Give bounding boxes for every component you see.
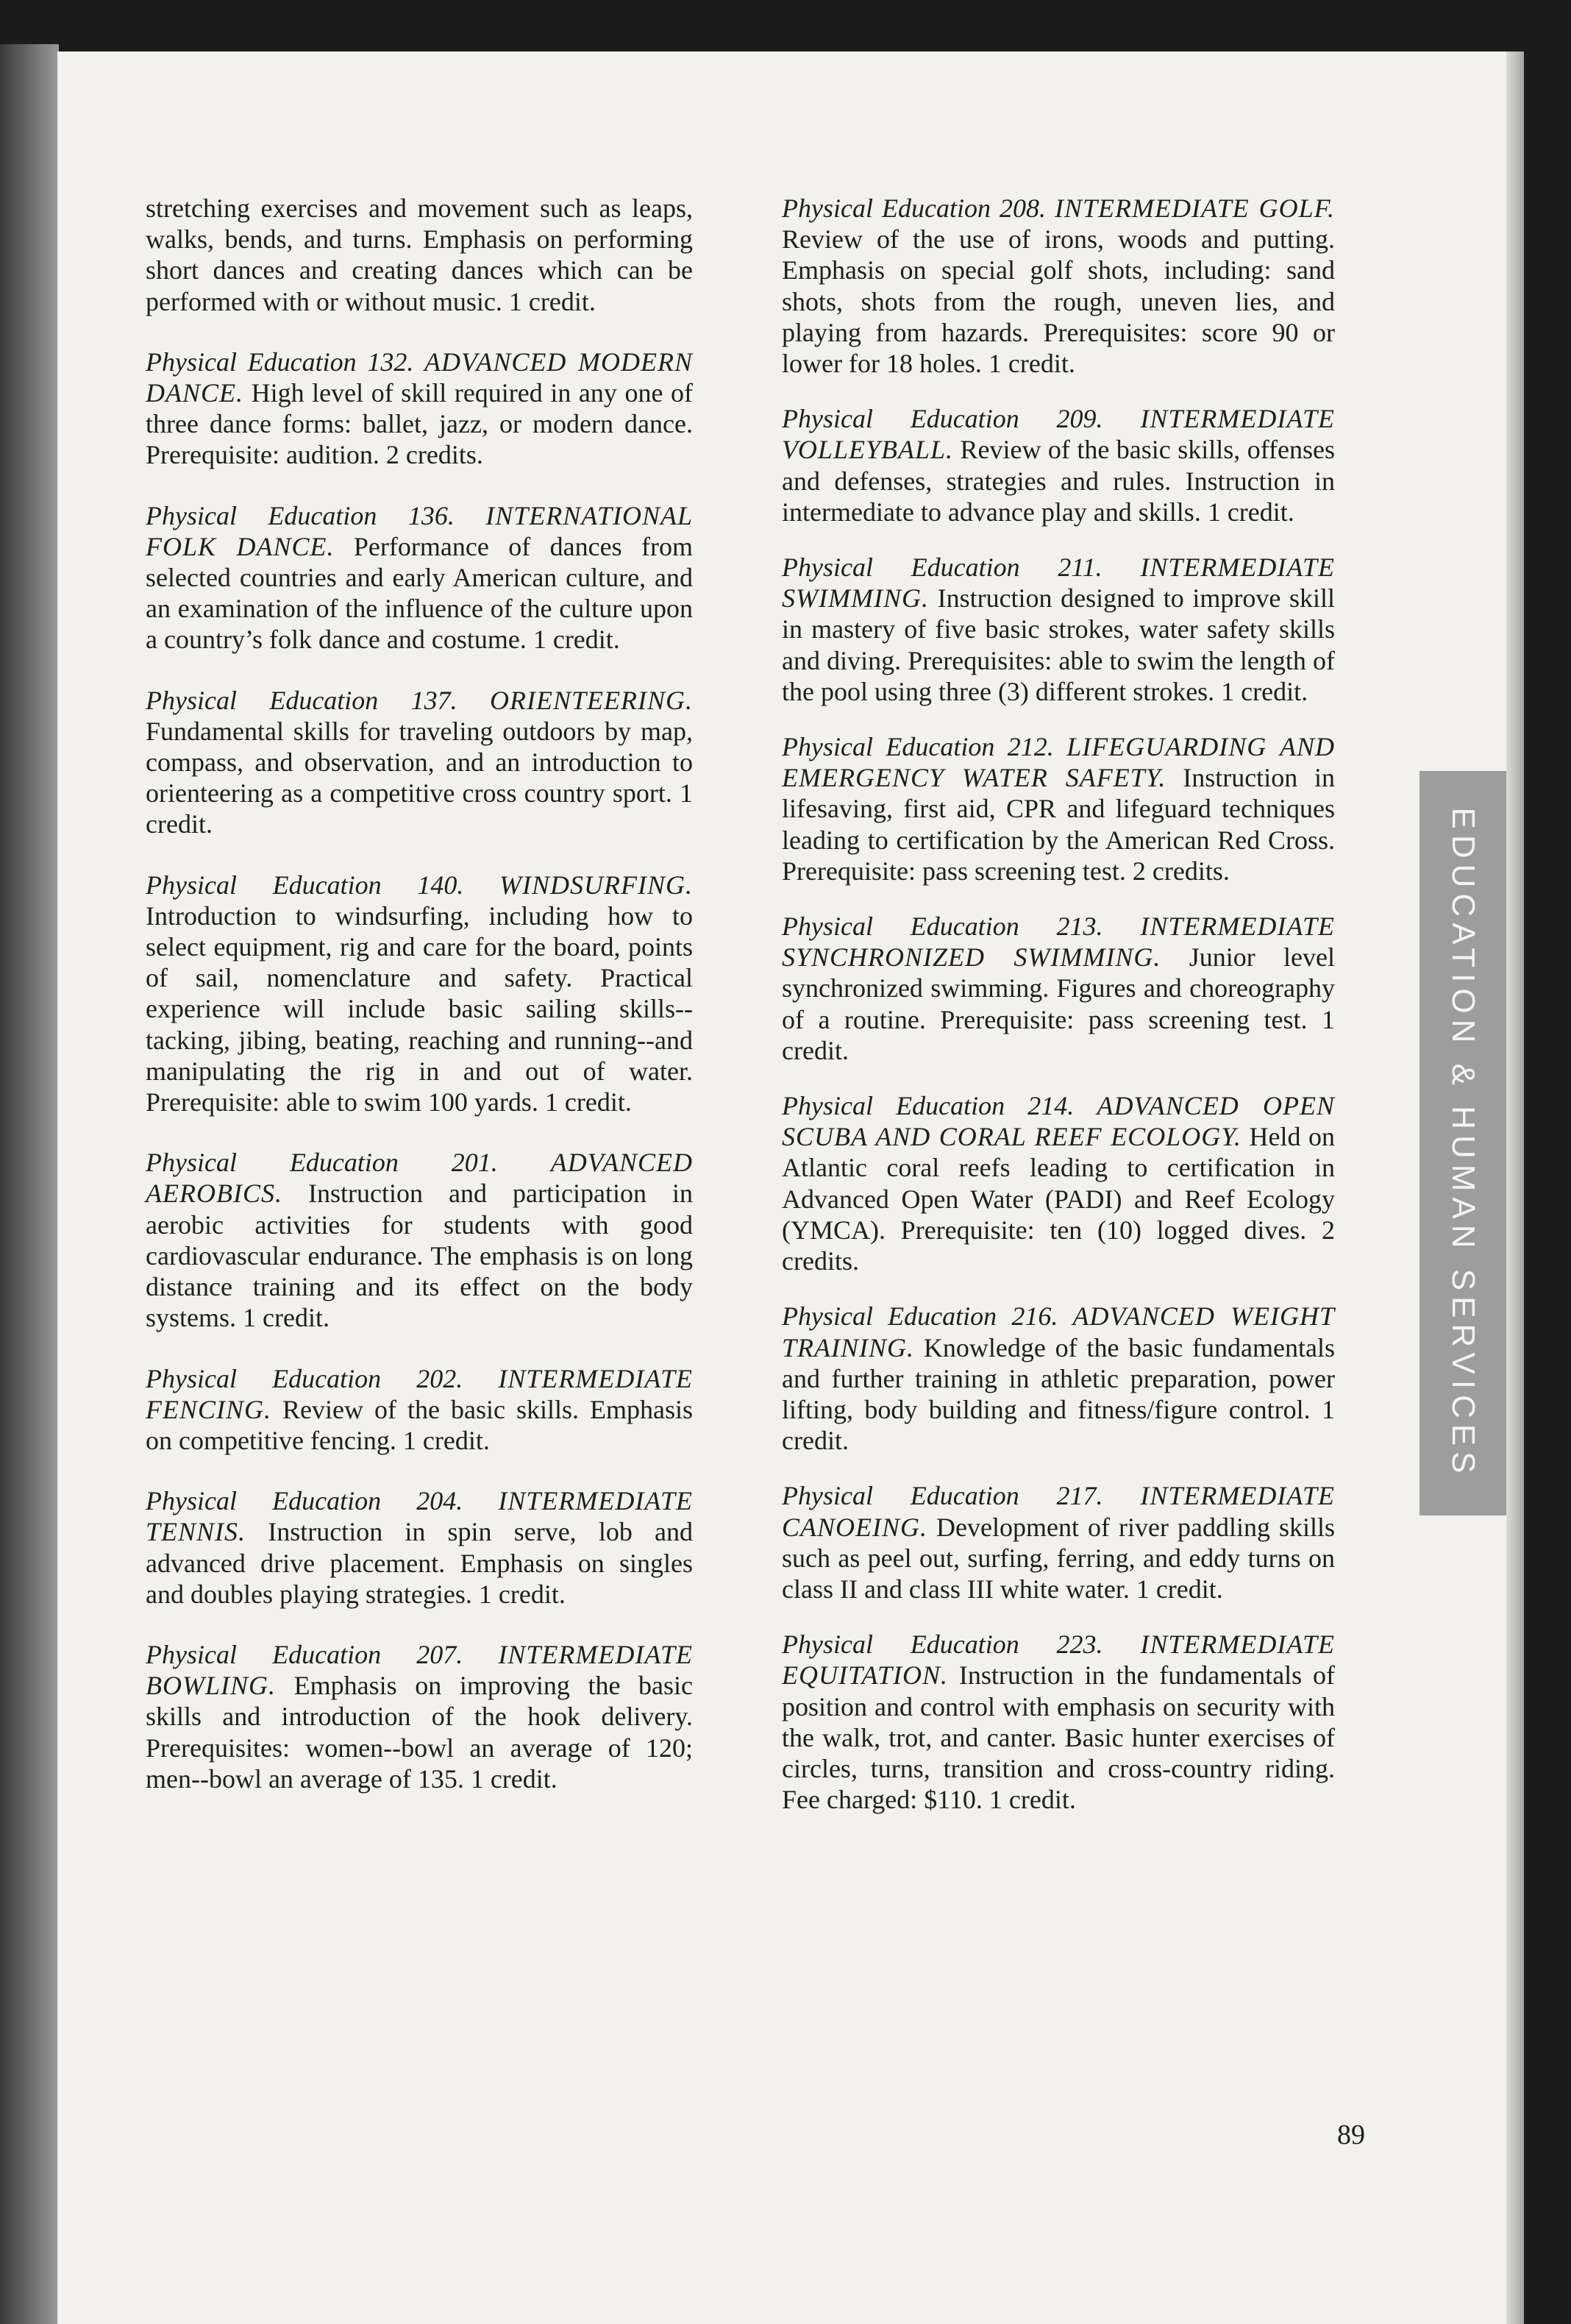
course-title: INTERNATIONAL FOLK DANCE. <box>146 500 693 561</box>
course-description: Introduction to windsurfing, including how to select equipment, rig and care for the board, points of sail, nomenclature and safety. Practical experience will include basic sailing skills--tacking, jibing, beating, reaching and running--and manipulating the rig in and out of water. Prerequisite: able to swim 100 yards. 1 credit. <box>146 900 693 1117</box>
course-entry <box>782 1629 1335 1815</box>
course-description: Held on Atlantic coral reefs leading to certification in Advanced Open Water (PADI) and Reef Ecology (YMCA). Prerequisite: ten (10) logged dives. 2 credits. <box>782 1122 1336 1276</box>
course-title: INTERMEDIATE CANOEING. <box>782 1481 1336 1542</box>
course-title: INTERMEDIATE GOLF. <box>1054 193 1335 223</box>
course-title: ADVANCED WEIGHT TRAINING. <box>782 1301 1336 1362</box>
course-number: Physical Education 213. <box>782 912 1103 942</box>
course-entry <box>146 870 693 1118</box>
course-entry <box>146 685 693 840</box>
course-number: Physical Education 223. <box>782 1630 1103 1660</box>
page-number: 89 <box>1337 2119 1365 2150</box>
course-entry <box>782 731 1335 886</box>
course-number: Physical Education 211. <box>782 552 1102 583</box>
course-description: Knowledge of the basic fundamentals and further training in athletic preparation, power lifting, body building and fitness/figure control. 1 credit. <box>782 1332 1336 1456</box>
course-number: Physical Education 217. <box>782 1481 1103 1511</box>
page-edge-shadow <box>1506 51 1524 2324</box>
course-number: Physical Education 201. <box>146 1148 498 1178</box>
course-title: INTERMEDIATE SWIMMING. <box>782 552 1336 614</box>
course-number: Physical Education 136. <box>146 500 455 530</box>
course-description: Instruction and participation in aerobic activities for students with good cardiovascular endurance. The emphasis is on long distance training and its effect on the body systems. 1 credit. <box>146 1179 694 1333</box>
course-description: Review of the basic skills. Emphasis on competitive fencing. 1 credit. <box>146 1394 693 1455</box>
course-description: Development of river paddling skills such as peel out, surfing, ferring, and eddy turns on class II and class III white water. 1 credit. <box>782 1512 1335 1604</box>
course-description: Performance of dances from selected countries and early American culture, and an examination of the influence of the culture upon a country’s folk dance and costume. 1 credit. <box>146 531 693 655</box>
facing-page-edge <box>0 44 59 2324</box>
course-number: Physical Education 207. <box>146 1639 463 1669</box>
course-title: INTERMEDIATE FENCING. <box>146 1363 693 1424</box>
course-description: High level of skill required in any one of three dance forms: ballet, jazz, or modern dance. Prerequisite: audition. 2 credits. <box>146 378 693 470</box>
course-number: Physical Education 202. <box>146 1363 463 1393</box>
course-title: WINDSURFING. <box>499 870 694 900</box>
course-entry <box>146 1639 693 1794</box>
course-description: Instruction in lifesaving, first aid, CPR and lifeguard techniques leading to certification by the American Red Cross. Prerequisite: pass screening test. 2 credits. <box>782 763 1335 886</box>
course-description: Review of the basic skills, offenses and defenses, strategies and rules. Instruction in intermediate to advance play and skills. 1 credit. <box>782 435 1336 527</box>
course-title: INTERMEDIATE EQUITATION. <box>782 1630 1336 1691</box>
course-entry <box>782 403 1335 527</box>
section-tab-label: EDUCATION & HUMAN SERVICES <box>1445 807 1481 1479</box>
course-number: Physical Education 140. <box>146 870 464 900</box>
course-title: INTERMEDIATE VOLLEYBALL. <box>782 404 1336 465</box>
course-entry <box>146 1147 693 1333</box>
left-column <box>146 193 693 1824</box>
course-entry <box>782 1480 1335 1605</box>
course-entry <box>782 552 1335 707</box>
course-number: Physical Education 204. <box>146 1486 463 1516</box>
course-title: ADVANCED MODERN DANCE. <box>146 347 694 408</box>
course-title: ORIENTEERING. <box>490 685 694 715</box>
course-description: Review of the use of irons, woods and putting. Emphasis on special golf shots, including: sand shots, shots from the rough, uneven lies, and playing from hazards. Prerequisites: score 90 or lower for 18 holes. 1 credit. <box>782 224 1335 379</box>
course-title: ADVANCED AEROBICS. <box>146 1148 694 1209</box>
course-description: Junior level synchronized swimming. Figures and choreography of a routine. Prerequisite: pass screening test. 1 credit. <box>782 942 1335 1065</box>
course-entry <box>782 1301 1335 1456</box>
course-entry <box>146 1363 693 1457</box>
course-description: Instruction designed to improve skill in mastery of five basic strokes, water safety skills and diving. Prerequisites: able to swim the length of the pool using three (3) different strokes. 1 credit. <box>782 583 1335 706</box>
course-entry <box>782 911 1335 1066</box>
course-description: Instruction in spin serve, lob and advanced drive placement. Emphasis on singles and doubles playing strategies. 1 credit. <box>146 1517 694 1609</box>
course-number: Physical Education 214. <box>782 1091 1075 1121</box>
course-number: Physical Education 209. <box>782 404 1103 434</box>
course-description: Instruction in the fundamentals of position and control with emphasis on security with the walk, trot, and canter. Basic hunter exercises of circles, turns, transition and cross-country riding. Fee charged: $110. 1 credit. <box>782 1660 1335 1815</box>
course-entry <box>146 347 693 471</box>
course-number: Physical Education 216. <box>782 1301 1058 1332</box>
course-number: Physical Education 132. <box>146 347 414 377</box>
course-number: Physical Education 212. <box>782 732 1054 762</box>
course-number: Physical Education 208. <box>782 193 1046 223</box>
course-title: INTERMEDIATE SYNCHRONIZED SWIMMING. <box>782 912 1336 973</box>
course-title: ADVANCED OPEN SCUBA AND CORAL REEF ECOLOGY. <box>782 1091 1335 1152</box>
course-description: Emphasis on improving the basic skills and introduction of the hook delivery. Prerequisites: women--bowl an average of 120; men--bowl an average of 135. 1 credit. <box>146 1671 694 1794</box>
course-title: INTERMEDIATE BOWLING. <box>146 1639 693 1701</box>
course-entry <box>146 1485 693 1610</box>
course-title: INTERMEDIATE TENNIS. <box>146 1486 693 1547</box>
right-column <box>782 193 1335 1839</box>
course-entry <box>782 1090 1335 1276</box>
course-entry <box>782 193 1335 379</box>
course-entry <box>146 500 693 655</box>
course-title: LIFEGUARDING AND EMERGENCY WATER SAFETY. <box>782 732 1335 793</box>
continuation-paragraph: stretching exercises and movement such as leaps, walks, bends, and turns. Emphasis on performing short dances and creating dances which can be performed with or without music. 1 credit. <box>146 193 693 316</box>
section-side-tab <box>1419 771 1506 1515</box>
course-description: Fundamental skills for traveling outdoors by map, compass, and observation, and an introduction to orienteering as a competitive cross country sport. 1 credit. <box>146 716 693 839</box>
course-number: Physical Education 137. <box>146 685 457 715</box>
